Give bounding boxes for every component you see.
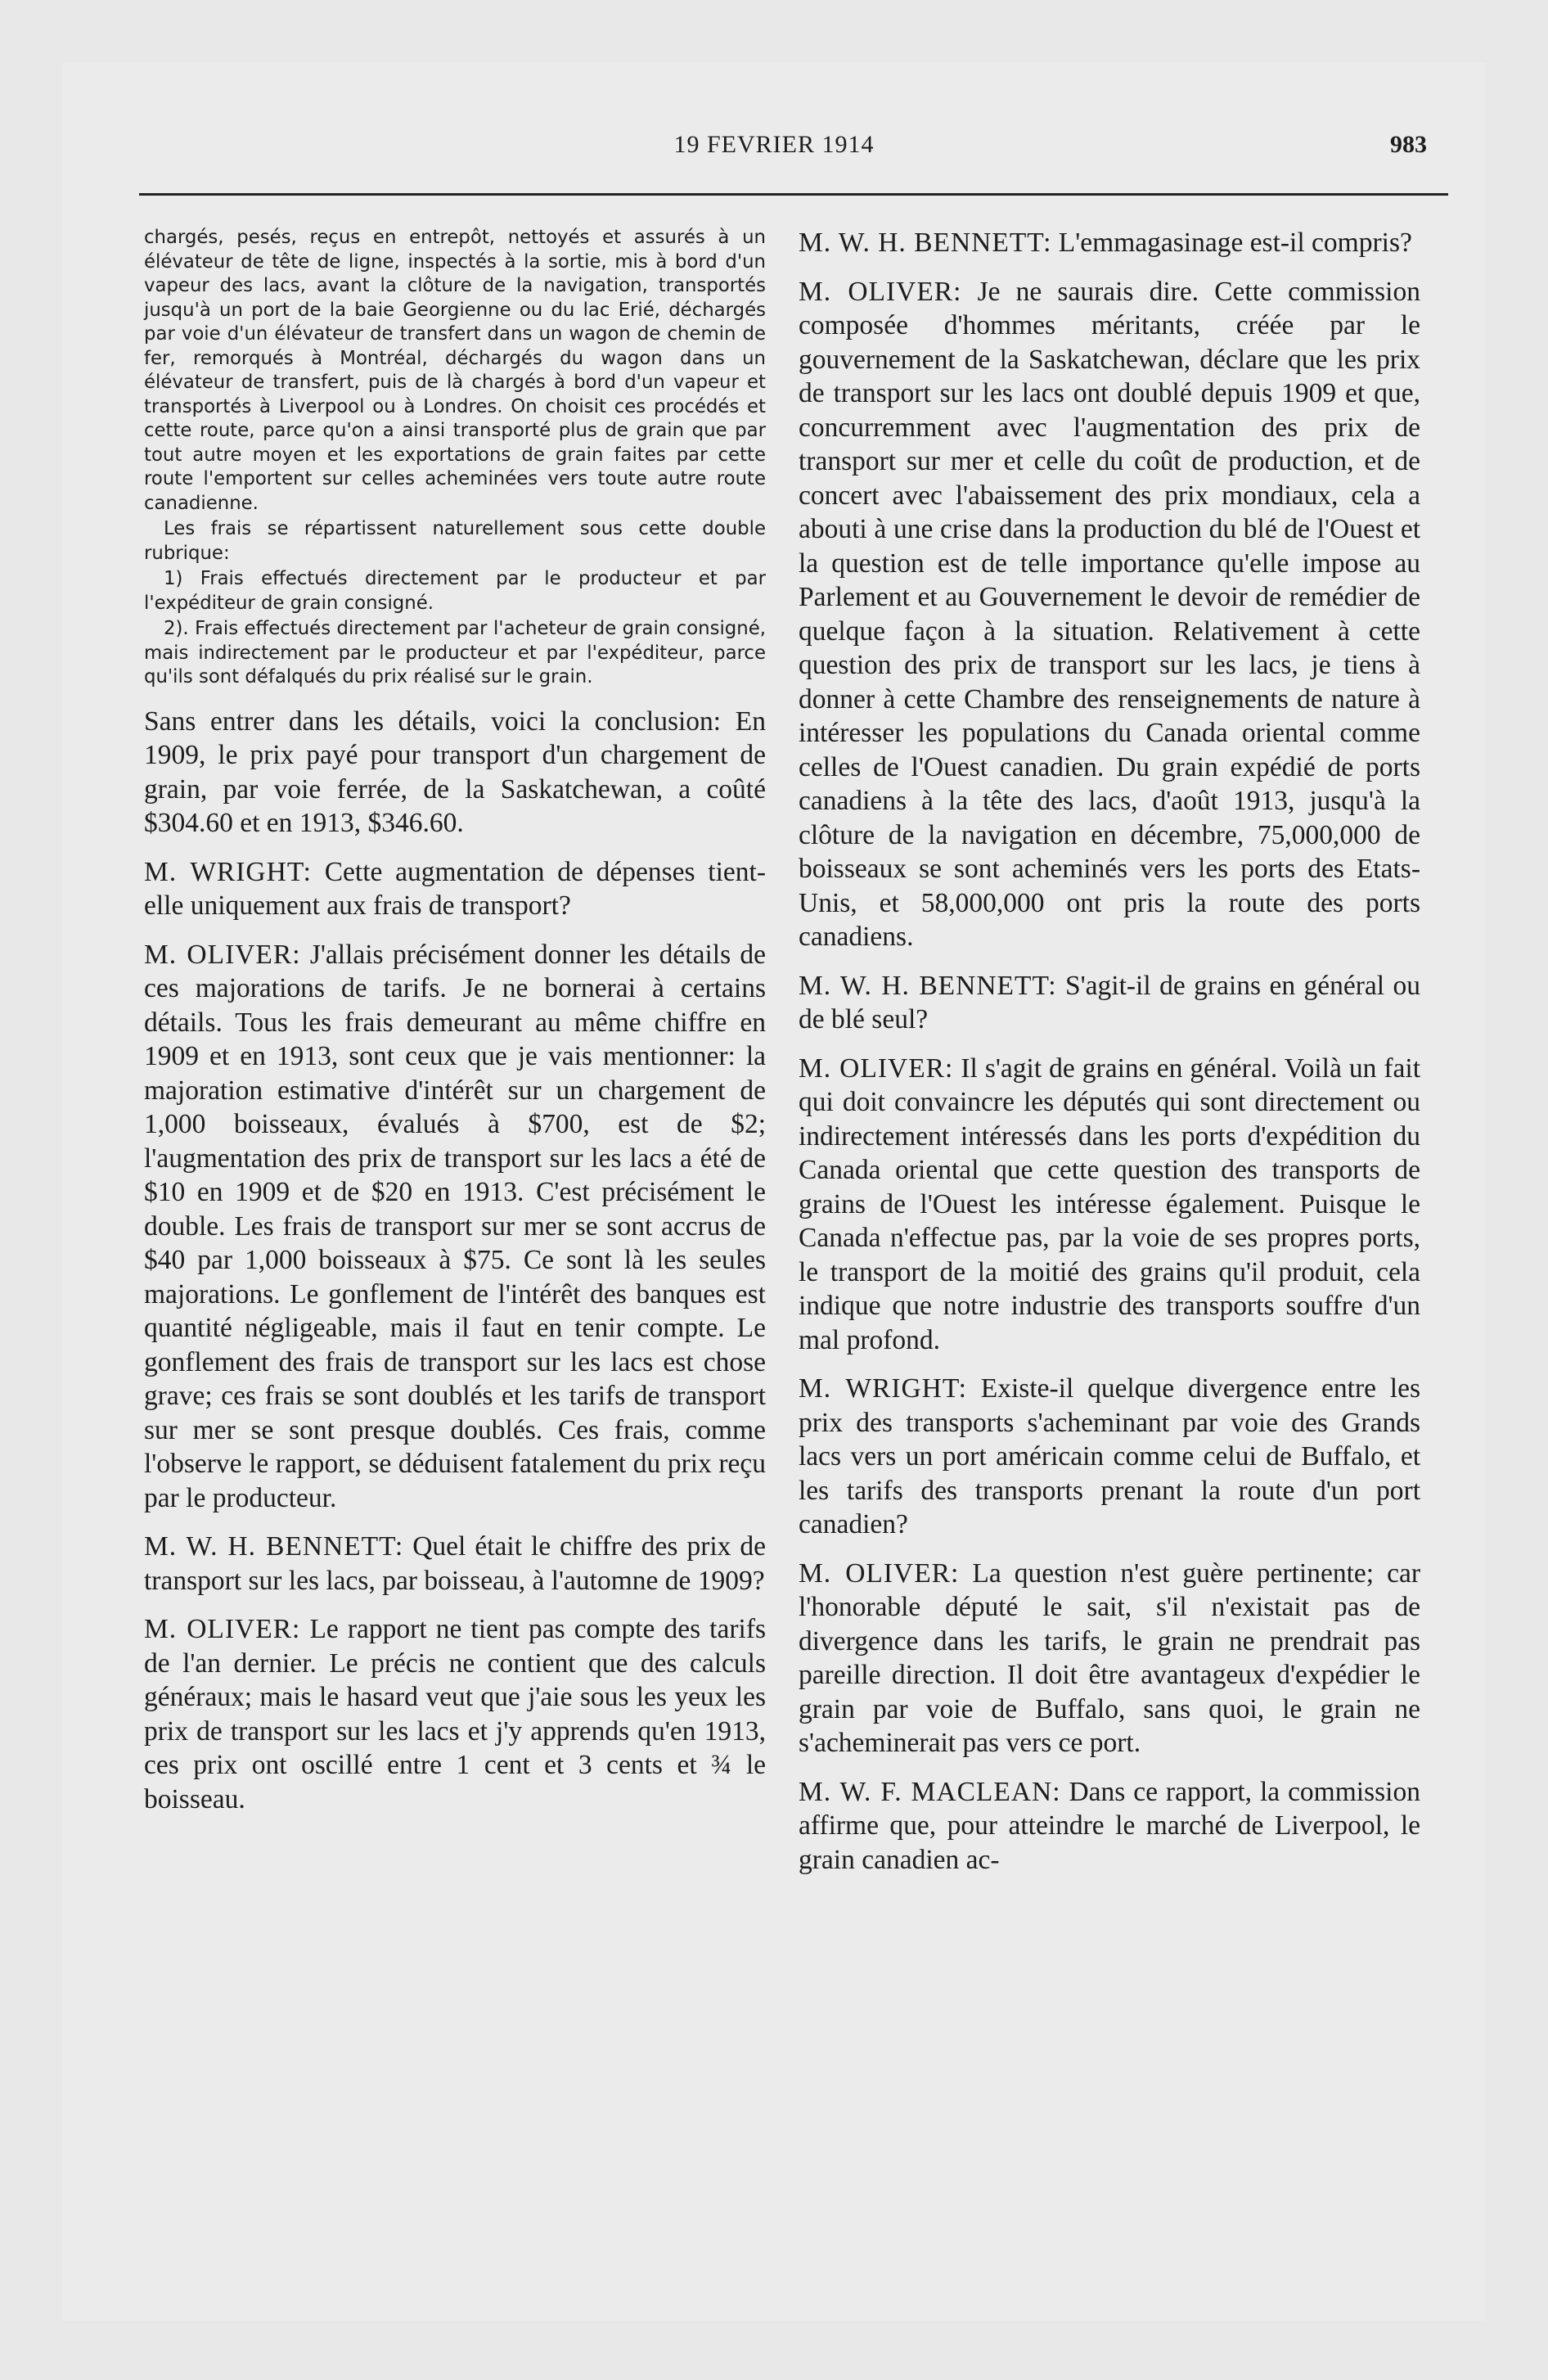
paragraph-text: Sans entrer dans les détails, voici la conclusion: En 1909, le prix payé pour transport d'un chargement de grain, par voie ferrée, de la Saskatchewan, a coûté $304.60 et en 1913, $346.60. bbox=[144, 705, 766, 838]
paragraph bbox=[144, 1612, 766, 1816]
paragraph-text: Existe-il quelque divergence entre les prix des transports s'acheminant par voie des Grands lacs vers un port américain comme celui de Buffalo, et les tarifs des transports prenant la route d'un port canadien? bbox=[799, 1373, 1420, 1539]
paragraph bbox=[144, 855, 766, 923]
page-date-heading: 19 FEVRIER 1914 bbox=[673, 131, 875, 158]
paragraph bbox=[144, 705, 766, 841]
speaker-name: M. OLIVER: bbox=[144, 939, 301, 970]
paragraph-text: Quel était le chiffre des prix de transport sur les lacs, par boisseau, à l'automne de 1909? bbox=[144, 1531, 767, 1596]
paragraph bbox=[144, 1530, 766, 1598]
paragraph-text: La question n'est guère pertinente; car l'honorable député le sait, s'il n'existait pas de divergence dans les tarifs, le grain ne prendrait pas pareille direction. Il doit être avantageux d'expédier le grain par voie de Buffalo, sans quoi, le grain ne s'acheminerait pas vers ce port. bbox=[799, 1557, 1420, 1758]
speaker-name: M. W. F. MACLEAN: bbox=[799, 1776, 1061, 1807]
small-text-paragraph: Les frais se répartissent naturellement sous cette double rubrique: bbox=[144, 518, 766, 564]
small-text-paragraph: 1) Frais effectués directement par le producteur et par l'expéditeur de grain consigné. bbox=[144, 568, 766, 614]
speaker-name: M. OLIVER: bbox=[799, 1557, 960, 1589]
page-header bbox=[62, 131, 1486, 164]
paragraph bbox=[799, 1052, 1420, 1358]
paragraph-text: Dans ce rapport, la commission affirme que, pour atteindre le marché de Liverpool, le grain canadien ac- bbox=[799, 1776, 1420, 1875]
speaker-name: M. W. H. BENNETT: bbox=[799, 228, 1052, 258]
paragraph-text: J'allais précisément donner les détails de ces majorations de tarifs. Je ne bornerai à certains détails. Tous les frais demeurant au même chiffre en 1909 et en 1913, sont ceux que je vais mentionner: la majoration estimative d'intérêt sur un chargement de 1,000 boisseaux, évalués à $700, est de $2; l'augmentation des prix de transport sur les lacs a été de $10 en 1909 et de $20 en 1913. C'est précisément le double. Les frais de transport sur mer se sont accrus de $40 par 1,000 boisseaux à $75. Ce sont là les seules majorations. Le gonflement de l'intérêt des banques est quantité négligeable, mais il faut en tenir compte. Le gonflement des frais de transport sur les lacs est chose grave; ces frais se sont doublés et les tarifs de transport sur mer se sont presque doublés. Ces frais, comme l'observe le rapport, se déduisent fatalement du prix reçu par le producteur. bbox=[144, 939, 767, 1513]
speaker-name: M. W. H. BENNETT: bbox=[144, 1531, 404, 1562]
paragraph-text: S'agit-il de grains en général ou de blé seul? bbox=[799, 970, 1421, 1034]
paragraph bbox=[799, 226, 1420, 260]
left-column bbox=[144, 226, 766, 1831]
paragraph bbox=[144, 938, 766, 1516]
paragraph-text: Je ne saurais dire. Cette commission composée d'hommes méritants, créée par le gouvernement de la Saskatchewan, déclare que les prix de transport sur les lacs ont doublé depuis 1909 et que, concurremment avec l'augmentation des prix de transport sur mer et celle du coût de production, et de concert avec l'abaissement des prix mondiaux, cela a abouti à une crise dans la production du blé de l'Ouest et la question est de telle importance qu'elle impose au Parlement et au Gouvernement le devoir de remédier de quelque façon à la situation. Relativement à cette question des prix de transport sur les lacs, je tiens à donner à cette Chambre des renseignements de nature à intéresser les populations du Canada oriental comme celles de l'Ouest canadien. Du grain expédié de ports canadiens à la tête des lacs, d'août 1913, jusqu'à la clôture de la navigation en décembre, 75,000,000 de boisseaux se sont acheminés vers les ports des Etats-Unis, et 58,000,000 ont pris la route des ports canadiens. bbox=[799, 276, 1420, 952]
paragraph bbox=[799, 1775, 1420, 1877]
paragraph-text: Il s'agit de grains en général. Voilà un fait qui doit convaincre les députés qui sont directement ou indirectement intéressés dans les ports d'expédition du Canada oriental que cette question des transports de grains de l'Ouest les intéresse également. Puisque le Canada n'effectue pas, par la voie de ses propres ports, le transport de la moitié des grains qu'il produit, cela indique que notre industrie des transports souffre d'un mal profond. bbox=[799, 1053, 1421, 1355]
small-text-paragraph: chargés, pesés, reçus en entrepôt, nettoyés et assurés à un élévateur de tête de ligne, inspectés à la sortie, mis à bord d'un vapeur des lacs, avant la clôture de la navigation, transportés jusqu'à un port de la baie Georgienne ou du lac Erié, déchargés par voie d'un élévateur de transfert dans un wagon de chemin de fer, remorqués à Montréal, déchargés du wagon dans un élévateur de transfert, puis de là chargés à bord d'un vapeur et transportés à Liverpool ou à Londres. On choisit ces procédés et cette route, parce qu'on a ainsi transporté plus de grain que par tout autre moyen et les exportations de grain faites par cette route l'emportent sur celles acheminées vers toute autre route canadienne. bbox=[144, 227, 766, 514]
document-page bbox=[62, 62, 1486, 2321]
small-text-paragraph: 2). Frais effectués directement par l'acheteur de grain consigné, mais indirectement par le producteur et par l'expéditeur, parce qu'ils sont défalqués du prix réalisé sur le grain. bbox=[144, 618, 766, 687]
speaker-name: M. W. H. BENNETT: bbox=[799, 970, 1057, 1001]
paragraph-text: Cette augmentation de dépenses tient-elle uniquement aux frais de transport? bbox=[144, 856, 766, 921]
header-rule bbox=[139, 193, 1448, 196]
speaker-name: M. OLIVER: bbox=[799, 276, 962, 307]
speaker-name: M. WRIGHT: bbox=[144, 856, 312, 887]
speaker-name: M. OLIVER: bbox=[144, 1614, 301, 1644]
paragraph bbox=[799, 1557, 1420, 1760]
speaker-name: M. OLIVER: bbox=[799, 1053, 954, 1084]
paragraph bbox=[799, 275, 1420, 954]
page-number: 983 bbox=[1390, 131, 1427, 158]
paragraph bbox=[799, 1372, 1420, 1542]
speaker-name: M. WRIGHT: bbox=[799, 1373, 967, 1404]
paragraph-text: L'emmagasinage est-il compris? bbox=[1058, 228, 1412, 258]
right-column bbox=[799, 226, 1420, 1891]
paragraph bbox=[799, 969, 1420, 1037]
paragraph-text: Le rapport ne tient pas compte des tarifs de l'an dernier. Le précis ne contient que des calculs généraux; mais le hasard veut que j'aie sous les yeux les prix de transport sur les lacs et j'y apprends qu'en 1913, ces prix ont oscillé entre 1 cent et 3 cents et ¾ le boisseau. bbox=[144, 1614, 767, 1814]
